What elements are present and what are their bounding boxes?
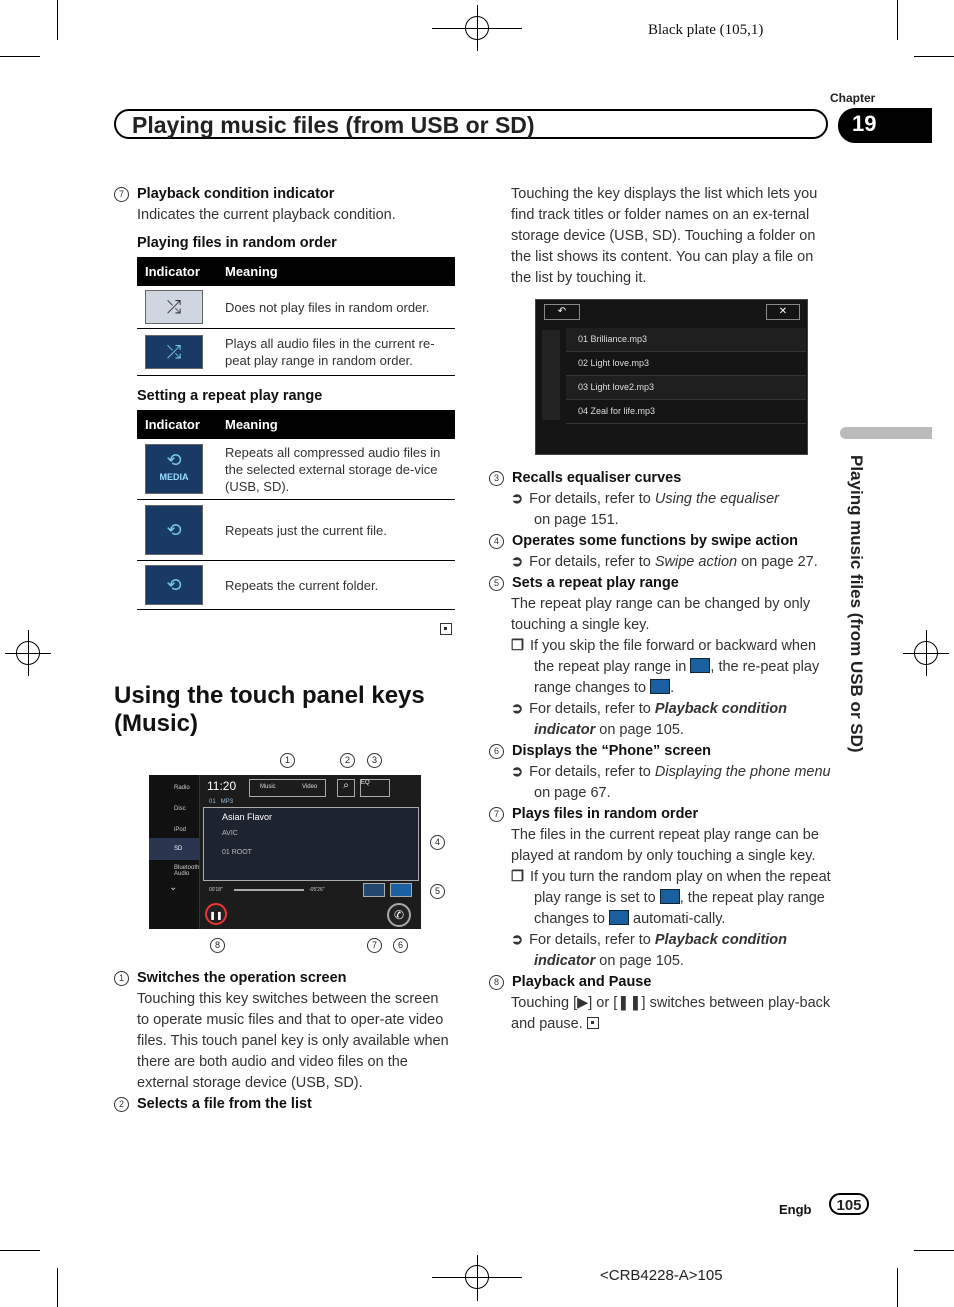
item-title: Displays the “Phone” screen [512, 743, 712, 759]
callout-8: 8 [210, 937, 233, 953]
crop-mark [897, 0, 898, 40]
left-item1: 1 Switches the operation screen Touching this key switches between the screen to operate music files and that to oper-ate video files. This touch panel key is only available when there are both audio and video files on the external storage device (USB, SD). 2 Selects a file from the list [114, 968, 454, 1115]
phone-icon: ✆ [387, 903, 411, 927]
table-cell: Repeats all compressed audio files in the selected external storage de-vice (USB, SD). [217, 439, 455, 500]
right-items: 3 Recalls equaliser curves ➲ For details, refer to Using the equaliser on page 151. 4 Operates some functions by swipe action ➲ For details, refer to Swipe action on page 27. 5 Sets a repeat play range The repeat play range can be changed by only touching a single key. ❐ If you skip the file forward or backward when the repeat play range in , the re-peat play range changes to . ➲ For details, refer to Playback condition indicator on page 105. 6 Displays the “Phone” screen ➲ For details, refer to Displaying the phone menu on page 67. 7 Plays files in random order The files in the current repeat play range can be played at random by only touching a single key. ❐ If you turn the random play on when the repeat play range is set to , the repeat play range changes to automati-cally. ➲ For details, refer to Playback condition indicator on page 105. 8 Playback and Pause Touching [▶] or [❚❚] switches between play-back and pause. [489, 468, 831, 1035]
side-tab-marker [840, 427, 932, 439]
callout-6: 6 [393, 937, 416, 953]
list-item: 01 Brilliance.mp3 [566, 328, 806, 352]
heading-line: (Music) [114, 710, 198, 737]
progress-bar [234, 889, 304, 891]
callout-1: 1 [280, 752, 303, 768]
repeat-media-icon: ⟲ MEDIA [145, 444, 203, 494]
track-info-panel [203, 807, 419, 881]
end-mark-icon [440, 621, 452, 639]
chapter-label: Chapter [830, 91, 876, 105]
col-header: Indicator [137, 410, 217, 439]
sidebar-item: Radio [174, 785, 190, 791]
callout-number: 7 [114, 187, 129, 202]
footer-code: <CRB4228-A>105 [600, 1267, 723, 1284]
clock: 11:20 [207, 779, 237, 793]
item-desc: Touching this key switches between the screen to operate music files and that to oper-ate video files. This touch panel key is only available when there are both audio and video files on the external storage device (USB, SD). [137, 991, 449, 1091]
chapter-number-badge [838, 108, 932, 143]
eq-button: EQ [360, 779, 390, 797]
section-title: Playing music files (from USB or SD) [132, 112, 535, 138]
artist-name: AVIC [222, 830, 238, 837]
sidebar-item: iPod [174, 827, 187, 833]
table-row [137, 329, 455, 376]
heading-line: Using the touch panel keys [114, 682, 425, 709]
track-title: Asian Flavor [222, 812, 273, 822]
col-header: Meaning [217, 257, 455, 286]
source-sidebar [149, 775, 200, 929]
repeat-table [137, 410, 455, 610]
crop-mark [57, 1268, 58, 1307]
table-cell: Plays all audio files in the current re-peat play range in random order. [217, 329, 455, 376]
crop-mark [914, 56, 954, 57]
crop-mark [914, 1250, 954, 1251]
close-icon: ✕ [766, 304, 800, 320]
sidebar-item: Disc [174, 806, 186, 812]
repeat-heading: Setting a repeat play range [137, 388, 323, 404]
chevron-down-icon: ⌄ [169, 882, 178, 893]
repeat-file-icon: ⟲ [145, 505, 203, 555]
table-cell: Does not play files in random order. [217, 286, 455, 329]
crop-mark [0, 1250, 40, 1251]
col-header: Indicator [137, 257, 217, 286]
callout-7: 7 [367, 937, 390, 953]
random-table [137, 257, 455, 376]
callout-4: 4 [430, 834, 453, 850]
right-intro: Touching the key displays the list which lets you find track titles or folder names on an ex-ternal storage device (USB, SD). Touching a folder on the list shows its content. You can play a file on the list by touching it. [511, 186, 818, 286]
repeat-inline-icon [660, 889, 680, 904]
sidebar-item: Bluetooth Audio [174, 865, 200, 877]
folder-name: 01 ROOT [222, 849, 252, 856]
end-mark-icon [587, 1017, 599, 1029]
music-screen-screenshot [149, 775, 421, 929]
list-item: 04 Zeal for life.mp3 [566, 400, 806, 424]
registration-mark [465, 1265, 489, 1289]
file-list-screenshot [535, 299, 808, 455]
item-title: Switches the operation screen [137, 970, 347, 986]
elapsed-time: 00'18" [209, 887, 223, 893]
table-cell: Repeats just the current file. [217, 500, 455, 561]
registration-mark [914, 641, 938, 665]
pause-icon: ❚❚ [205, 903, 227, 925]
page-number: 105 [829, 1193, 869, 1215]
table-cell: Repeats the current folder. [217, 561, 455, 610]
callout-5: 5 [430, 883, 453, 899]
file-list [566, 328, 806, 424]
table-row [137, 561, 455, 610]
list-item: 02 Light love.mp3 [566, 352, 806, 376]
random-heading: Playing files in random order [137, 235, 337, 251]
item-title: Recalls equaliser curves [512, 470, 682, 486]
item-title: Playback condition indicator [137, 186, 335, 202]
table-row [137, 439, 455, 500]
random-off-icon: ⤮ [145, 290, 203, 324]
music-video-switch: Music Video [249, 779, 326, 797]
search-icon: ⌕ [337, 779, 355, 797]
item-title: Operates some functions by swipe action [512, 533, 799, 549]
repeat-folder-icon: ⟲ [145, 565, 203, 605]
repeat-button [390, 883, 412, 897]
random-on-icon: ⤮ [145, 335, 203, 369]
callout-3: 3 [367, 752, 390, 768]
table-row [137, 286, 455, 329]
table-row [137, 500, 455, 561]
side-tab-text: Playing music files (from USB or SD) [847, 455, 866, 753]
callout-2: 2 [340, 752, 363, 768]
main-heading [114, 682, 425, 738]
back-icon: ↶ [544, 304, 580, 320]
crop-mark [0, 56, 40, 57]
list-item: 03 Light love2.mp3 [566, 376, 806, 400]
footer-lang: Engb [779, 1202, 812, 1217]
item-title: Plays files in random order [512, 806, 699, 822]
item-desc: Indicates the current playback condition. [137, 207, 396, 223]
track-number: 01 MP3 [209, 799, 234, 805]
left-item7 [114, 184, 454, 226]
item-title: Sets a repeat play range [512, 575, 679, 591]
repeat-inline-icon [609, 910, 629, 925]
item-title: Selects a file from the list [137, 1096, 312, 1112]
section-title-bar [114, 109, 828, 139]
crop-mark [57, 0, 58, 40]
repeat-inline-icon [690, 658, 710, 673]
chapter-number: 19 [852, 111, 877, 136]
crop-mark [897, 1268, 898, 1307]
remaining-time: -05'26" [309, 887, 325, 893]
item-title: Playback and Pause [512, 974, 652, 990]
list-scrollbar [542, 330, 560, 420]
registration-mark [16, 641, 40, 665]
col-header: Meaning [217, 410, 455, 439]
sidebar-item-active: SD [149, 838, 199, 860]
plate-text: Black plate (105,1) [648, 22, 764, 38]
repeat-inline-icon [650, 679, 670, 694]
random-button [363, 883, 385, 897]
registration-mark [465, 16, 489, 40]
